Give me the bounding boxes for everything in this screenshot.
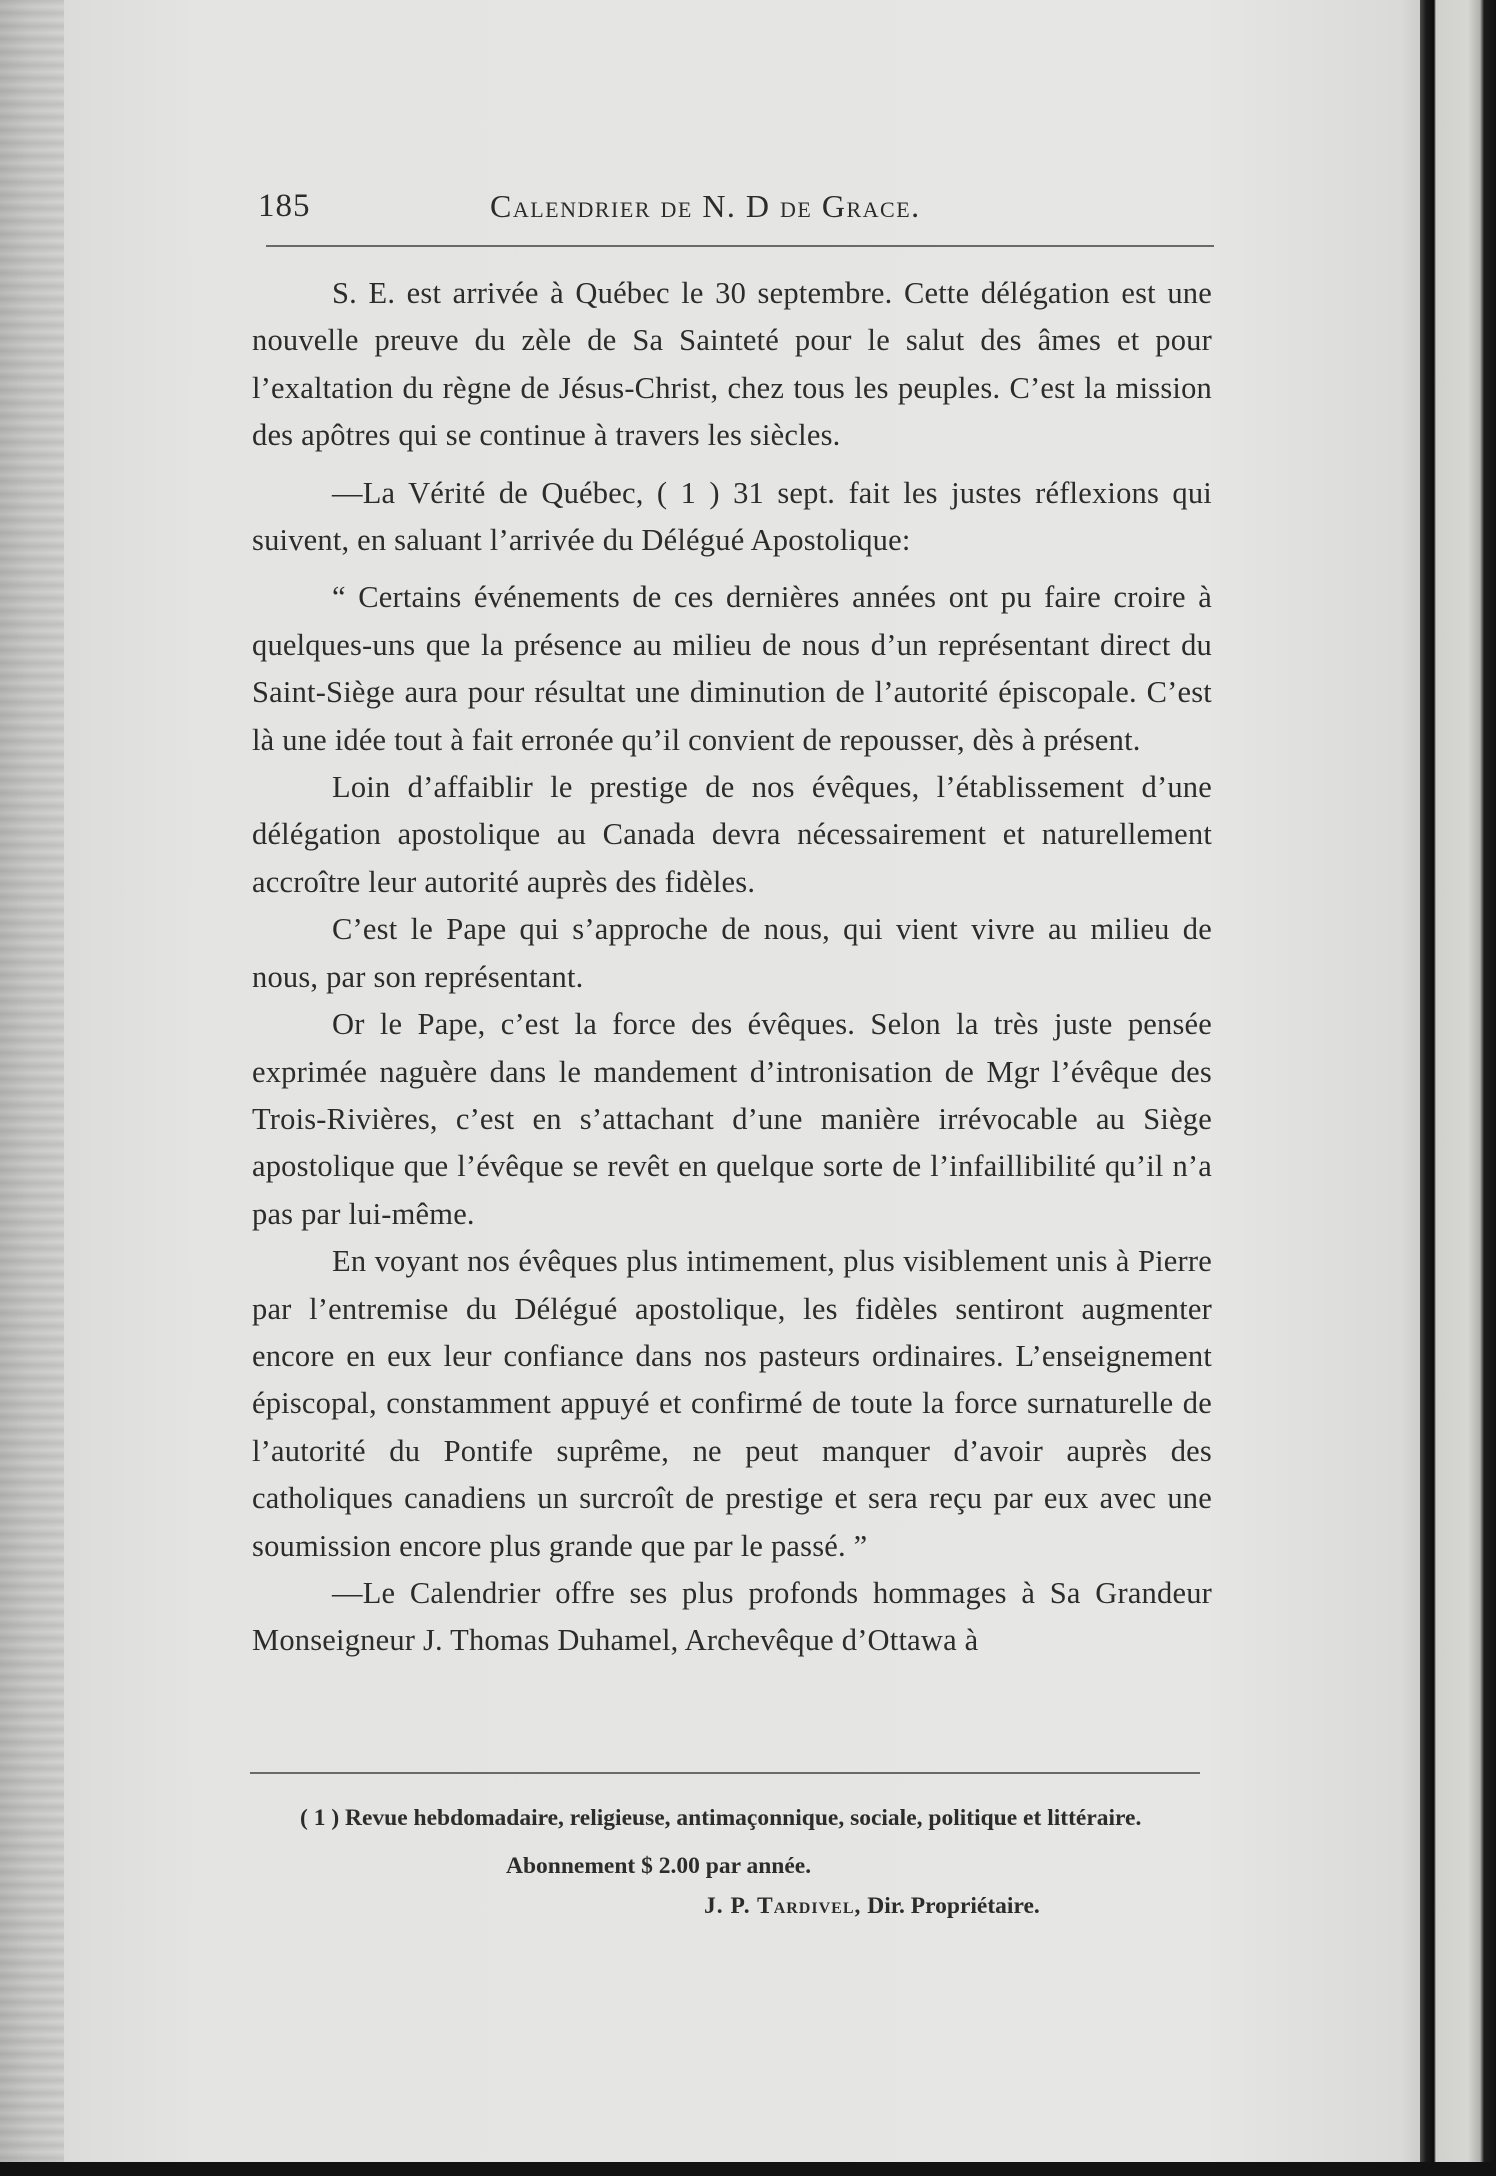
running-title: Calendrier de N. D de Grace. [490, 188, 921, 224]
footnote-subscription: Abonnement $ 2.00 par année. [506, 1853, 812, 1879]
page-header [258, 188, 1208, 238]
paragraph: S. E. est arrivée à Québec le 30 septembre. Cette délégation est une nouvelle preuve du zèle de Sa Sainteté pour le salut des âmes et pour l’exaltation du règne de Jésus-Christ, chez tous les peuples. C’est la mission des apôtres qui se continue à travers les siècles. [252, 276, 1212, 453]
footnote [264, 1800, 1194, 1924]
footnote-text: ( 1 ) Revue hebdomadaire, religieuse, antimaçonnique, sociale, politique et littéraire. [300, 1805, 1142, 1831]
footnote-signature [264, 1888, 1194, 1924]
signature-role: Dir. Propriétaire. [867, 1893, 1040, 1919]
paragraph: En voyant nos évêques plus intimement, plus visiblement unis à Pierre par l’entremise du Délégué apostolique, les fidèles sentiront augmenter encore en eux leur confiance dans nos pasteurs ordinaires. L’enseignement épiscopal, constamment appuyé et confirmé de toute la force surnaturelle de l’autorité du Pontife suprême, ne peut manquer d’avoir auprès des catholiques canadiens un surcroît de prestige et sera reçu par eux avec une soumission encore plus grande que par le passé. ” [252, 1244, 1212, 1563]
body-text [252, 270, 1212, 1665]
scan-edge-bottom [0, 2162, 1496, 2176]
paragraph: “ Certains événements de ces dernières années ont pu faire croire à quelques-uns que la présence au milieu de nous d’un représentant direct du Saint-Siège aura pour résultat une diminution de l’autorité épiscopale. C’est là une idée tout à fait erronée qu’il convient de repousser, dès à présent. [252, 580, 1212, 757]
page-binding-shadow [0, 0, 64, 2162]
paragraph: Loin d’affaiblir le prestige de nos évêques, l’établissement d’une délégation apostolique au Canada devra nécessairement et naturellement accroître leur autorité auprès des fidèles. [252, 770, 1212, 899]
paragraph: —Le Calendrier offre ses plus profonds hommages à Sa Grandeur Monseigneur J. Thomas Duhamel, Archevêque d’Ottawa à [252, 1575, 1212, 1658]
header-rule [266, 245, 1214, 247]
footnote-rule [250, 1772, 1200, 1774]
paragraph: Or le Pape, c’est la force des évêques. Selon la très juste pensée exprimée naguère dans le mandement d’intronisation de Mgr l’évêque des Trois-Rivières, c’est en s’attachant d’une manière irrévocable au Siège apostolique que l’évêque se revêt en quelque sorte de l’infaillibilité qu’il n’a pas par lui-même. [252, 1007, 1212, 1231]
page-number: 185 [258, 188, 311, 224]
scan-edge-right [1420, 0, 1496, 2176]
signature-name: J. P. Tardivel, [704, 1893, 862, 1919]
paragraph: C’est le Pape qui s’approche de nous, qui vient vivre au milieu de nous, par son représentant. [252, 912, 1212, 994]
paragraph: —La Vérité de Québec, ( 1 ) 31 sept. fait les justes réflexions qui suivent, en saluant l’arrivée du Délégué Apostolique: [252, 475, 1212, 558]
